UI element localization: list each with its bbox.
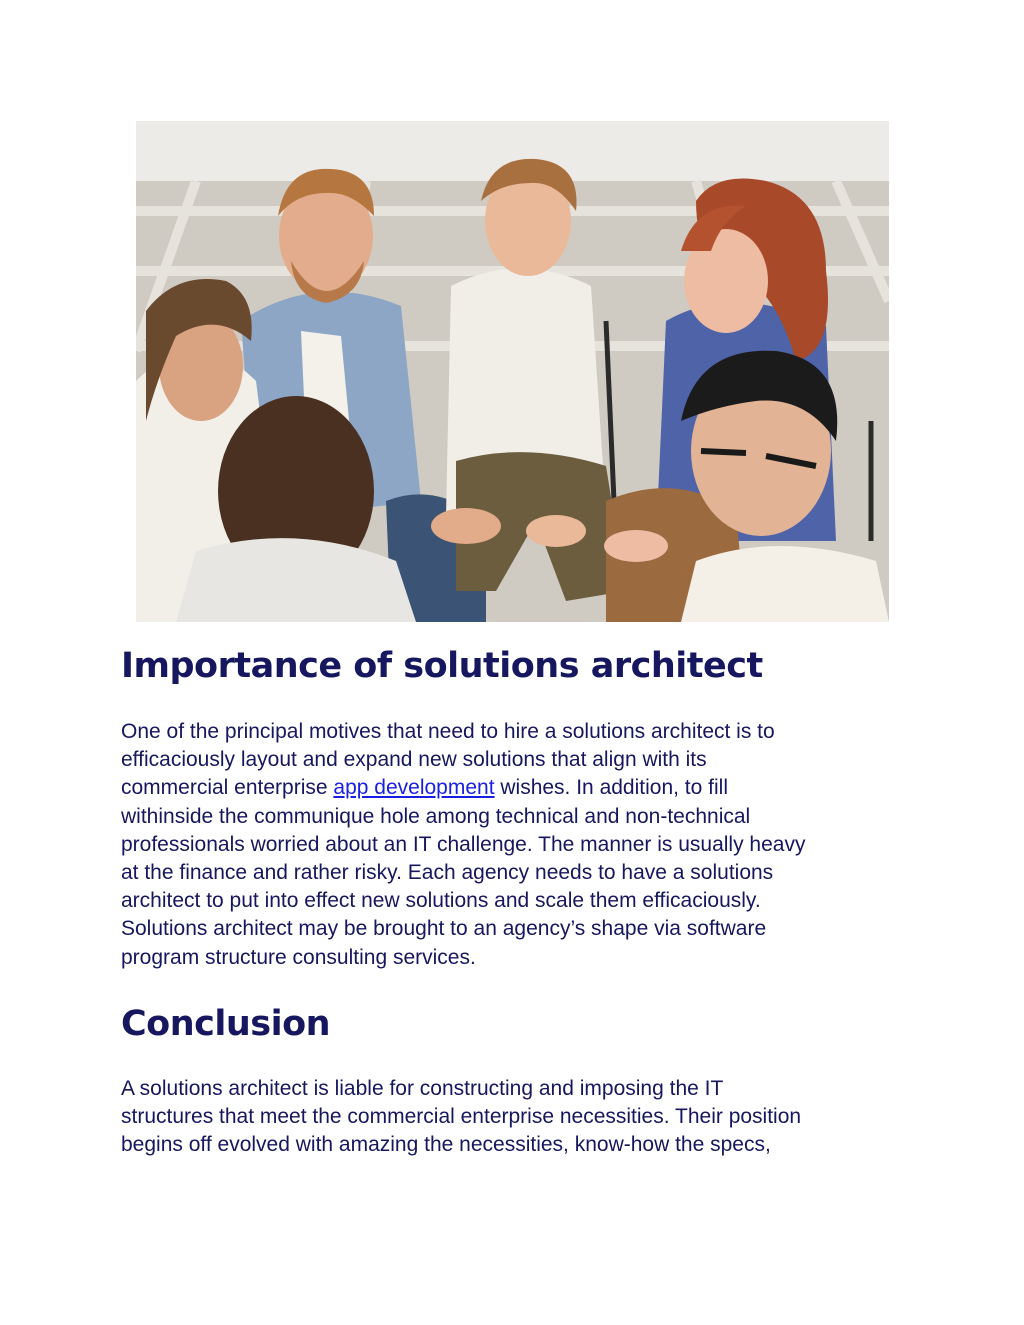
paragraph-line: architect to put into effect new solutions and scale them efficaciously. xyxy=(121,889,761,913)
paragraph-line: Solutions architect may be brought to an agency’s shape via software xyxy=(121,917,767,941)
section-heading-conclusion: Conclusion xyxy=(121,1004,331,1044)
paragraph-line: A solutions architect is liable for constructing and imposing the IT xyxy=(121,1077,724,1100)
section-paragraph-importance xyxy=(121,718,901,972)
paragraph-line: One of the principal motives that need to hire a solutions architect is to xyxy=(121,720,775,743)
paragraph-line: program structure consulting services. xyxy=(121,945,476,969)
paragraph-line: begins off evolved with amazing the necessities, know-how the specs, xyxy=(121,1133,771,1157)
paragraph-line xyxy=(121,774,901,802)
paragraph-line: efficaciously layout and expand new solutions that align with its xyxy=(121,748,707,772)
section-paragraph-conclusion xyxy=(121,1075,901,1160)
group-discussion-photo xyxy=(136,121,889,622)
paragraph-text: commercial enterprise xyxy=(121,776,334,800)
paragraph-line: structures that meet the commercial enterprise necessities. Their position xyxy=(121,1105,802,1129)
paragraph-line: withinside the communique hole among technical and non-technical xyxy=(121,804,751,828)
app-development-link[interactable]: app development xyxy=(333,776,495,800)
section-heading-importance: Importance of solutions architect xyxy=(121,646,763,686)
paragraph-line: at the finance and rather risky. Each agency needs to have a solutions xyxy=(121,861,774,885)
paragraph-text: wishes. In addition, to fill xyxy=(494,776,728,800)
paragraph-line: professionals worried about an IT challenge. The manner is usually heavy xyxy=(121,832,806,856)
